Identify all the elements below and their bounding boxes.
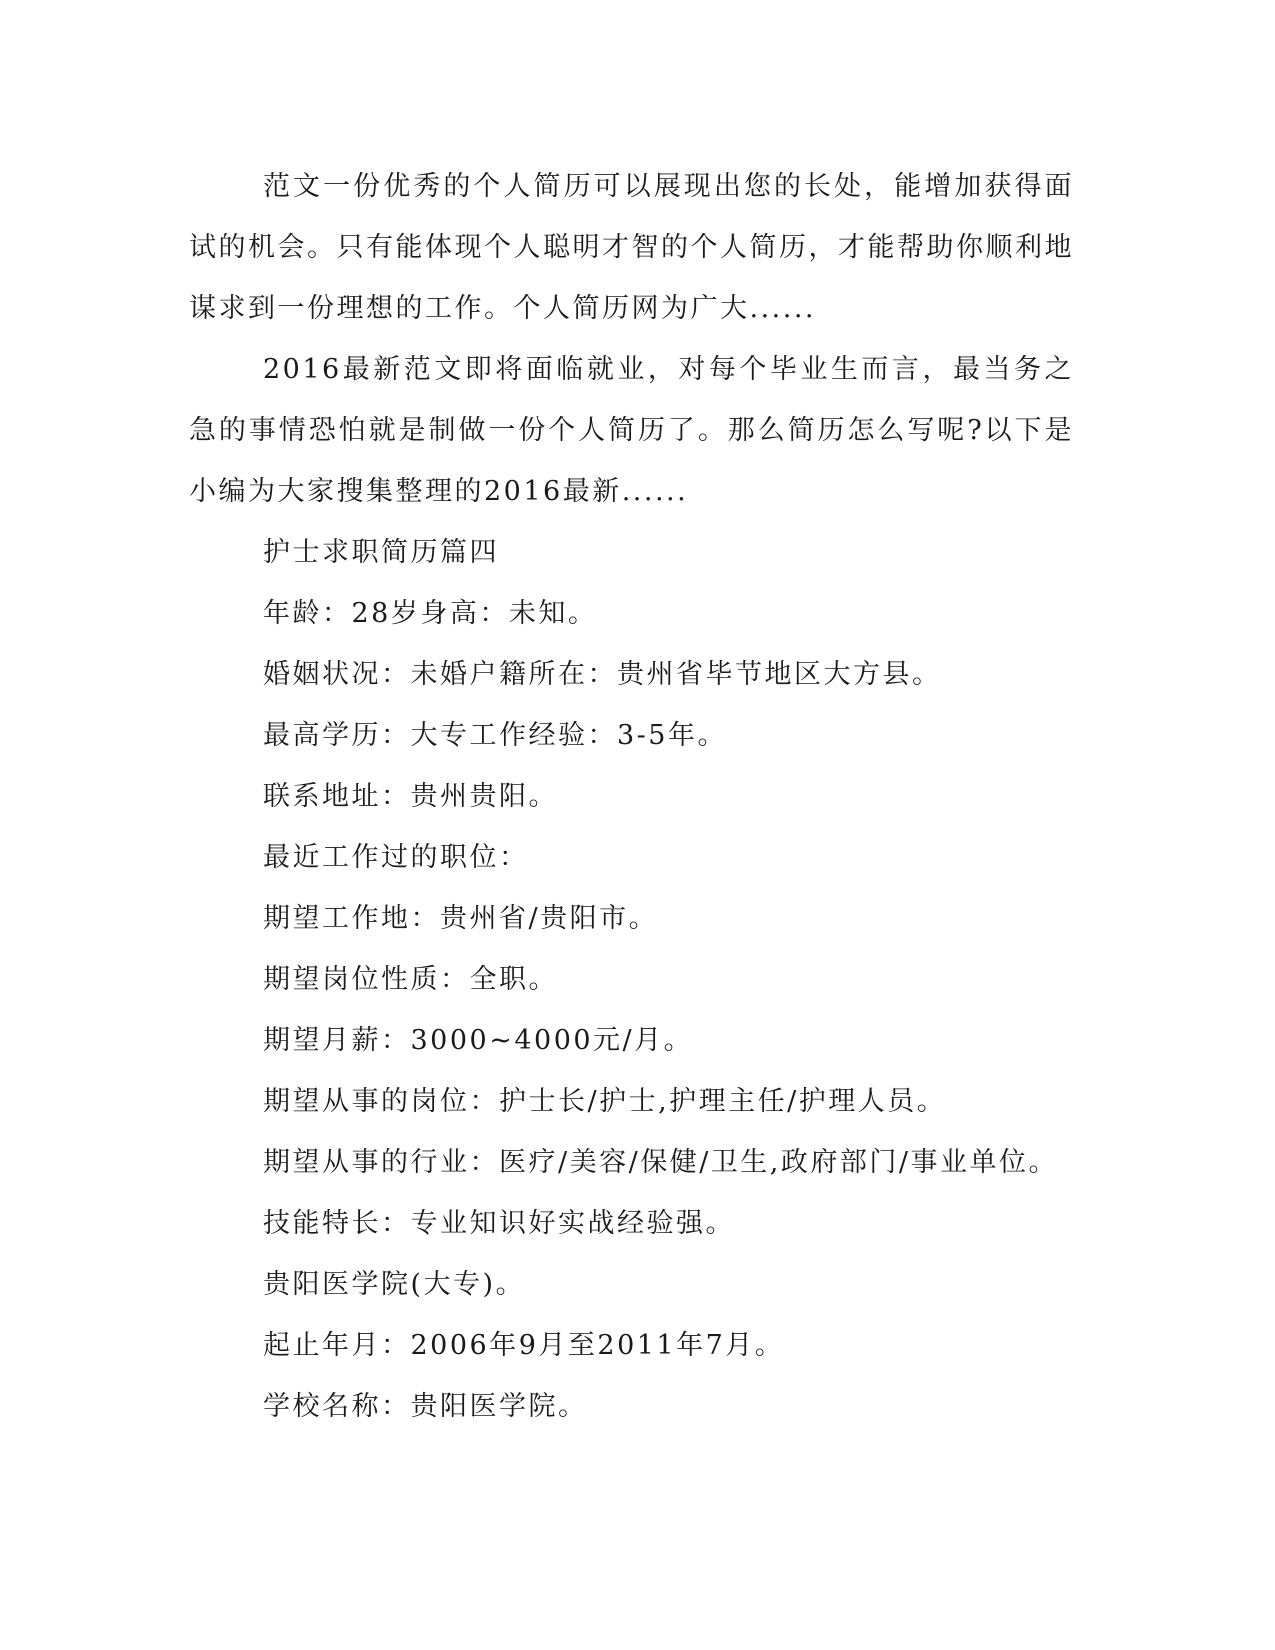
intro-paragraph-1: 范文一份优秀的个人简历可以展现出您的长处，能增加获得面试的机会。只有能体现个人聪明才智的个人简历，才能帮助你顺利地谋求到一份理想的工作。个人简历网为广大...... xyxy=(189,171,1074,324)
resume-line-school-degree: 贵阳医学院(大专)。 xyxy=(263,1269,526,1300)
resume-line-age-height: 年龄：28岁身高：未知。 xyxy=(263,598,598,629)
resume-line-skills: 技能特长：专业知识好实战经验强。 xyxy=(263,1208,735,1239)
section-title: 护士求职简历篇四 xyxy=(263,537,499,568)
resume-line-study-period: 起止年月：2006年9月至2011年7月。 xyxy=(263,1330,785,1361)
resume-line-address: 联系地址：贵州贵阳。 xyxy=(263,781,558,812)
resume-line-desired-industry: 期望从事的行业：医疗/美容/保健/卫生,政府部门/事业单位。 xyxy=(263,1147,1058,1178)
resume-line-job-type: 期望岗位性质：全职。 xyxy=(263,964,558,995)
resume-line-marital-hukou: 婚姻状况：未婚户籍所在：贵州省毕节地区大方县。 xyxy=(263,659,942,690)
resume-line-desired-location: 期望工作地：贵州省/贵阳市。 xyxy=(263,903,659,934)
resume-line-school-name: 学校名称：贵阳医学院。 xyxy=(263,1391,588,1422)
resume-line-education-experience: 最高学历：大专工作经验：3-5年。 xyxy=(263,720,727,751)
resume-line-desired-position: 期望从事的岗位：护士长/护士,护理主任/护理人员。 xyxy=(263,1086,947,1117)
resume-line-salary: 期望月薪：3000~4000元/月。 xyxy=(263,1025,694,1056)
resume-line-recent-position: 最近工作过的职位： xyxy=(263,842,529,873)
intro-paragraph-2: 2016最新范文即将面临就业，对每个毕业生而言，最当务之急的事情恐怕就是制做一份个人简历了。那么简历怎么写呢?以下是小编为大家搜集整理的2016最新...... xyxy=(189,354,1074,507)
document-body xyxy=(189,156,1074,1437)
